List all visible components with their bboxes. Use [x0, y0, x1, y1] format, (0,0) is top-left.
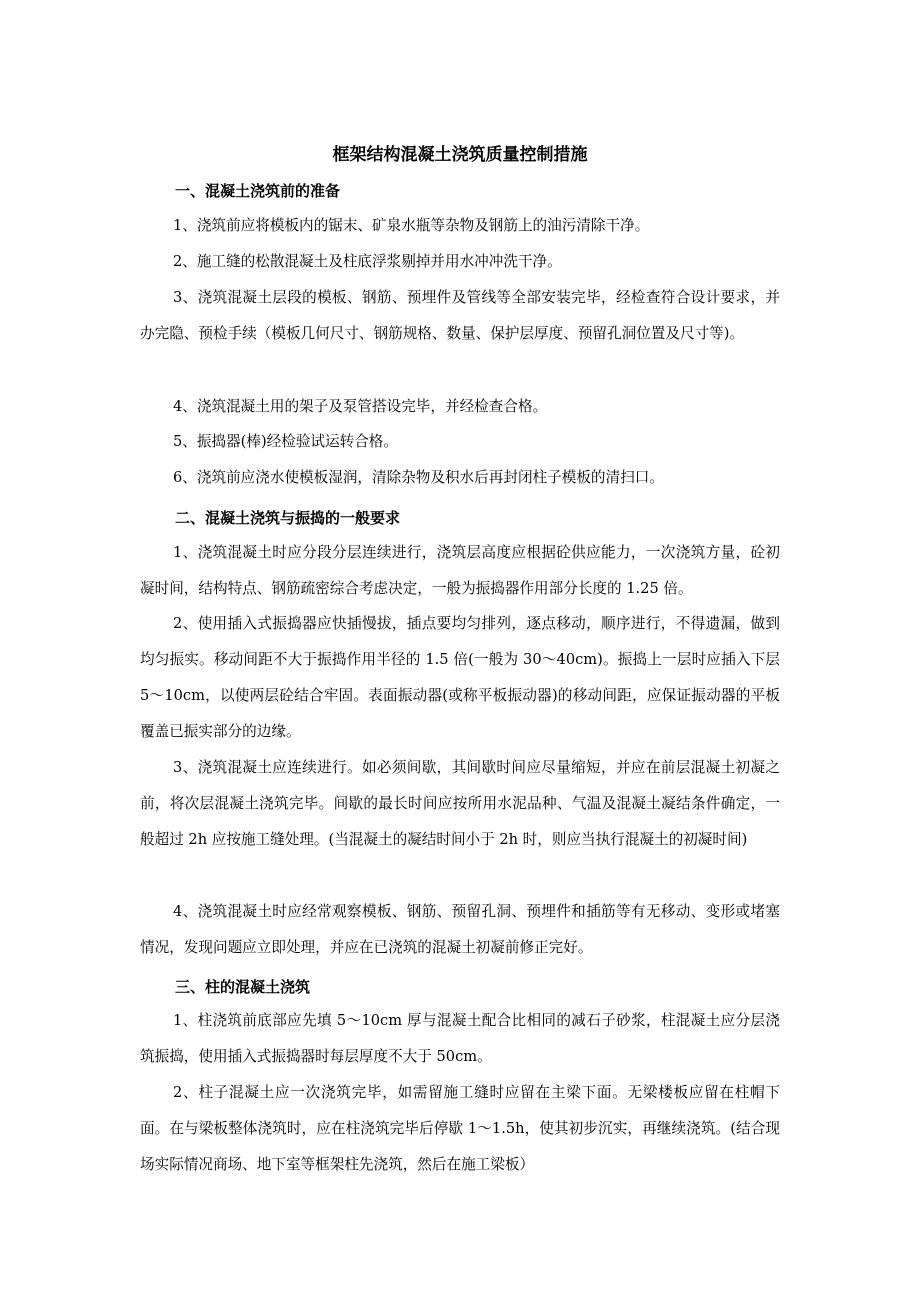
paragraph-1-2: 2、施工缝的松散混凝土及柱底浮浆剔掉并用水冲冲洗干净。 — [173, 253, 562, 270]
paragraph-1-1: 1、浇筑前应将模板内的锯末、矿泉水瓶等杂物及钢筋上的油污清除干净。 — [173, 217, 650, 234]
paragraph-1-5: 5、振捣器(棒)经检验试运转合格。 — [173, 433, 398, 450]
paragraph-1-6: 6、浇筑前应浇水使模板湿润，清除杂物及积水后再封闭柱子模板的清扫口。 — [173, 469, 664, 486]
paragraph-2-3: 3、浇筑混凝土应连续进行。如必须间歇，其间歇时间应尽量缩短，并应在前层混凝土初凝之前，将次层混凝土浇筑完毕。间歇的最长时间应按所用水泥品种、气温及混凝土凝结条件确定，一般超过 2h 应按施工缝处理。(当混凝土的凝结时间小于 2h 时，则应当执行混凝土的初凝时间) — [140, 759, 780, 848]
paragraph-1-4: 4、浇筑混凝土用的架子及泵管搭设完毕，并经检查合格。 — [173, 398, 548, 415]
paragraph-1-3: 3、浇筑混凝土层段的模板、钢筋、预埋件及管线等全部安装完毕，经检查符合设计要求，并办完隐、预检手续（模板几何尺寸、钢筋规格、数量、保护层厚度、预留孔洞位置及尺寸等)。 — [140, 289, 780, 342]
paragraph-2-1: 1、浇筑混凝土时应分段分层连续进行，浇筑层高度应根据砼供应能力，一次浇筑方量，砼初凝时间，结构特点、钢筋疏密综合考虑决定，一般为振捣器作用部分长度的 1.25 倍。 — [140, 544, 780, 597]
section-heading-2: 二、混凝土浇筑与振捣的一般要求 — [175, 509, 401, 527]
document-title: 框架结构混凝土浇筑质量控制措施 — [332, 145, 588, 165]
section-heading-1: 一、混凝土浇筑前的准备 — [175, 182, 341, 200]
paragraph-2-4: 4、浇筑混凝土时应经常观察模板、钢筋、预留孔洞、预埋件和插筋等有无移动、变形或堵塞情况，发现问题应立即处理，并应在已浇筑的混凝土初凝前修正完好。 — [140, 903, 780, 956]
paragraph-2-2: 2、使用插入式振捣器应快插慢拔，插点要均匀排列，逐点移动，顺序进行，不得遗漏，做到均匀振实。移动间距不大于振捣作用半径的 1.5 倍(一般为 30～40cm)。振捣上一层时应插入下层 5～10cm，以使两层砼结合牢固。表面振动器(或称平板振动器)的移动间距，应保证振动器的平板覆盖已振实部分的边缘。 — [140, 615, 780, 740]
paragraph-3-2: 2、柱子混凝土应一次浇筑完毕，如需留施工缝时应留在主梁下面。无梁楼板应留在柱帽下面。在与梁板整体浇筑时，应在柱浇筑完毕后停歇 1～1.5h，使其初步沉实，再继续浇筑。(结合现场实际情况商场、地下室等框架柱先浇筑，然后在施工梁板） — [140, 1084, 780, 1173]
section-heading-3: 三、柱的混凝土浇筑 — [175, 978, 311, 996]
paragraph-3-1: 1、柱浇筑前底部应先填 5～10cm 厚与混凝土配合比相同的减石子砂浆，柱混凝土应分层浇筑振捣，使用插入式振捣器时每层厚度不大于 50cm。 — [140, 1012, 780, 1065]
